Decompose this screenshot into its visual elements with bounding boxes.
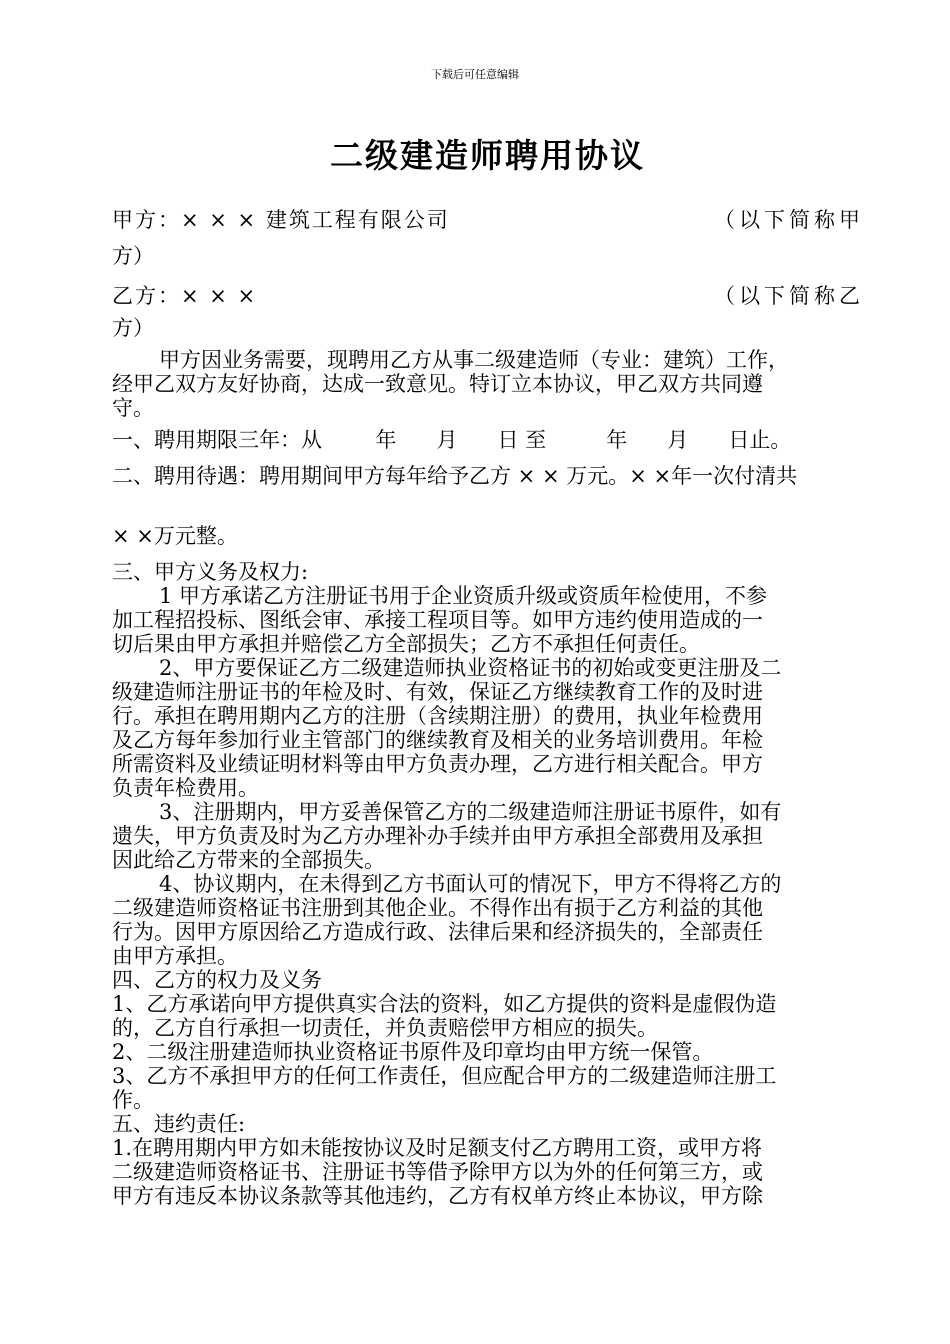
paragraph-line: 1.在聘用期内甲方如未能按协议及时足额支付乙方聘用工资，或甲方将: [112, 1136, 763, 1160]
paragraph-line: 级建造师注册证书的年检及时、有效，保证乙方继续教育工作的及时进: [112, 680, 763, 704]
intro-line: 经甲乙双方友好协商，达成一致意见。特订立本协议，甲乙双方共同遵: [112, 372, 763, 396]
party-b-note: （以下简称乙: [714, 284, 864, 308]
section-4-item-2: [112, 1040, 864, 1064]
paragraph-line: 1 甲方承诺乙方注册证书用于企业资质升级或资质年检使用，不参: [159, 584, 768, 608]
party-b-label: 乙方：× × ×: [112, 284, 258, 308]
section-3-item-3: [112, 800, 864, 872]
party-a-label: 甲方：× × × 建筑工程有限公司: [112, 208, 450, 232]
section-3-heading: 三、甲方义务及权力:: [112, 560, 309, 584]
party-a-note: （以下简称甲: [714, 208, 864, 232]
paragraph-line: 的，乙方自行承担一切责任，并负责赔偿甲方相应的损失。: [112, 1016, 658, 1040]
paragraph-line: 遗失，甲方负责及时为乙方办理补办手续并由甲方承担全部费用及承担: [112, 824, 763, 848]
section-5-item-1: [112, 1136, 864, 1208]
party-a-line: [112, 208, 864, 232]
paragraph-line: 行。承担在聘用期内乙方的注册（含续期注册）的费用，执业年检费用: [112, 704, 763, 728]
paragraph-line: 负责年检费用。: [112, 776, 259, 800]
paragraph-line: 因此给乙方带来的全部损失。: [112, 848, 385, 872]
paragraph-line: 2、二级注册建造师执业资格证书原件及印章均由甲方统一保管。: [112, 1040, 714, 1064]
paragraph-line: 所需资料及业绩证明材料等由甲方负责办理，乙方进行相关配合。甲方: [112, 752, 763, 776]
paragraph-line: 二级建造师资格证书、注册证书等借予除甲方以为外的任何第三方，或: [112, 1160, 763, 1184]
clause-pay-continued: × ×万元整。: [112, 524, 238, 548]
paragraph-line: 作。: [112, 1088, 154, 1112]
paragraph-line: 甲方有违反本协议条款等其他违约，乙方有权单方终止本协议，甲方除: [112, 1184, 763, 1208]
document-title: 二级建造师聘用协议: [330, 136, 645, 175]
intro-paragraph: [112, 348, 864, 420]
intro-line: 守。: [112, 396, 154, 420]
paragraph-line: 3、注册期内，甲方妥善保管乙方的二级建造师注册证书原件，如有: [159, 800, 782, 824]
clause-pay: 二、聘用待遇：聘用期间甲方每年给予乙方 × × 万元。× ×年一次付清共: [112, 464, 798, 488]
paragraph-line: 2、甲方要保证乙方二级建造师执业资格证书的初始或变更注册及二: [159, 656, 782, 680]
party-a-note-continued: 方）: [112, 244, 154, 268]
paragraph-line: 1、乙方承诺向甲方提供真实合法的资料，如乙方提供的资料是虚假伪造: [112, 992, 777, 1016]
section-4-heading: 四、乙方的权力及义务: [112, 968, 322, 992]
section-3-item-1: [112, 584, 864, 656]
section-3-item-4: [112, 872, 864, 968]
paragraph-line: 由甲方承担。: [112, 944, 238, 968]
party-b-line: [112, 284, 864, 308]
paragraph-line: 二级建造师资格证书注册到其他企业。不得作出有损于乙方利益的其他: [112, 896, 763, 920]
section-4-item-1: [112, 992, 864, 1040]
paragraph-line: 切后果由甲方承担并赔偿乙方全部损失；乙方不承担任何责任。: [112, 632, 700, 656]
intro-line: 甲方因业务需要，现聘用乙方从事二级建造师（专业：建筑）工作，: [159, 348, 789, 372]
paragraph-line: 4、协议期内，在未得到乙方书面认可的情况下，甲方不得将乙方的: [159, 872, 782, 896]
section-5-heading: 五、违约责任:: [112, 1112, 246, 1136]
paragraph-line: 行为。因甲方原因给乙方造成行政、法律后果和经济损失的，全部责任: [112, 920, 763, 944]
paragraph-line: 3、乙方不承担甲方的任何工作责任，但应配合甲方的二级建造师注册工: [112, 1064, 777, 1088]
document-body: [112, 208, 864, 1208]
paragraph-line: 及乙方每年参加行业主管部门的继续教育及相关的业务培训费用。年检: [112, 728, 763, 752]
section-4-item-3: [112, 1064, 864, 1112]
paragraph-line: 加工程招投标、图纸会审、承接工程项目等。如甲方违约使用造成的一: [112, 608, 763, 632]
party-b-note-continued: 方）: [112, 316, 154, 340]
clause-term: 一、聘用期限三年：从 年 月 日 至 年 月 日止。: [112, 428, 792, 452]
header-note: 下载后可任意编辑: [431, 68, 519, 81]
section-3-item-2: [112, 656, 864, 800]
